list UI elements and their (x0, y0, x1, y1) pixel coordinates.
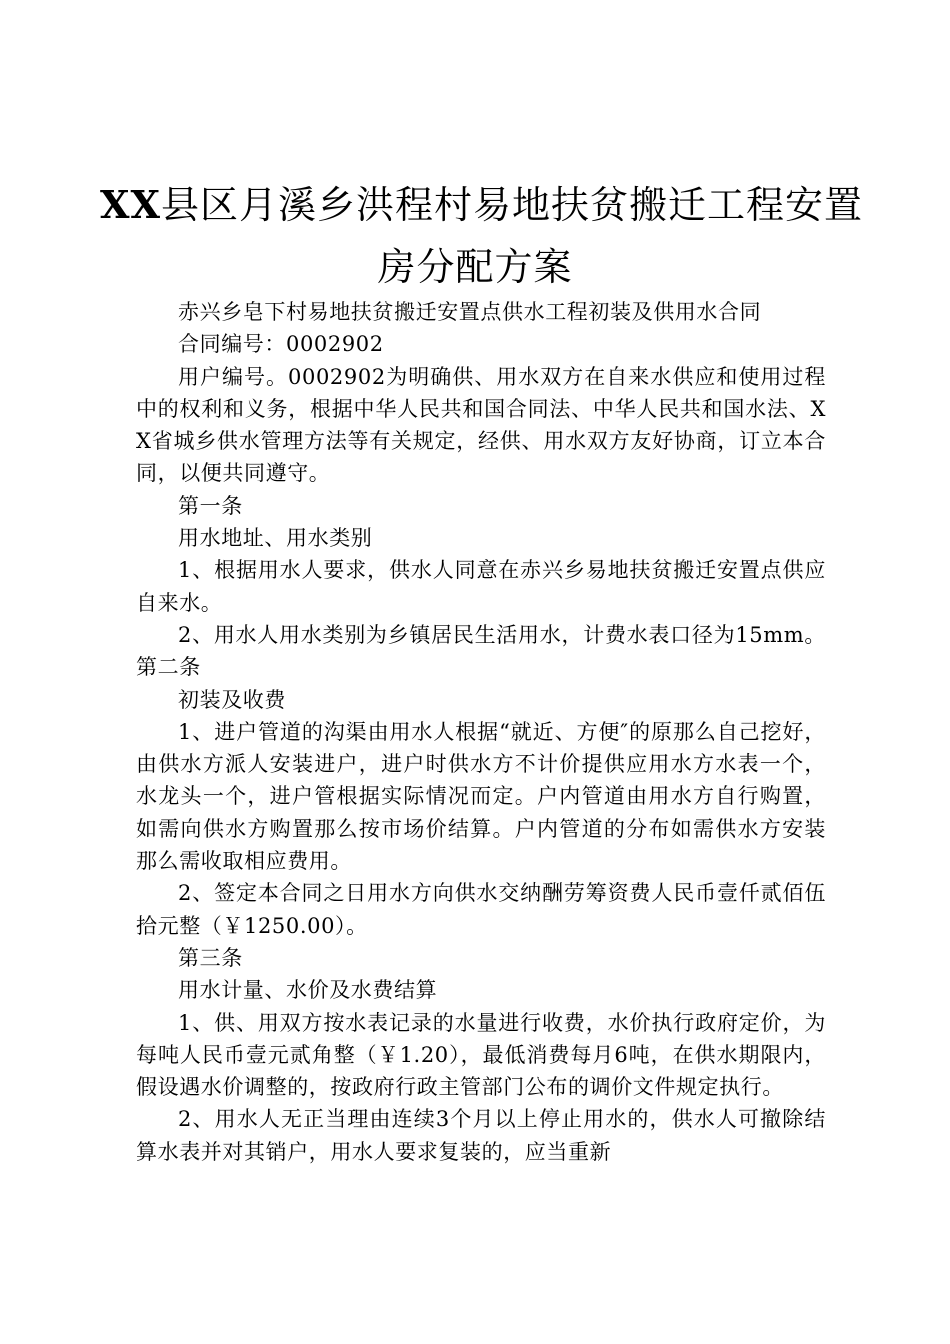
clause-2-1: 1、进户管道的沟渠由用水人根据“就近、方便″的原那么自己挖好，由供水方派人安装进户，进户时供水方不计价提供应用水方水表一个，水龙头一个，进户管根据实际情况而定。户内管道由用水方自行购置，如需向供水方购置那么按市场价结算。户内管道的分布如需供水方安装那么需收取相应费用。 (136, 719, 826, 874)
clause-1-1: 1、根据用水人要求，供水人同意在赤兴乡易地扶贫搬迁安置点供应自来水。 (136, 558, 826, 615)
clause-2-2: 2、签定本合同之日用水方向供水交纳酬劳筹资费人民币壹仟贰佰伍拾元整（￥1250.00）。 (136, 881, 826, 938)
section-subheading-3: 用水计量、水价及水费结算 (178, 978, 438, 1003)
document-title-line-1 (100, 182, 863, 227)
section-heading-3: 第三条 (178, 945, 243, 970)
section-subheading-1: 用水地址、用水类别 (178, 526, 373, 551)
paragraph-user-number: 用户编号。0002902为明确供、用水双方在自来水供应和使用过程中的权利和义务，根据中华人民共和国合同法、中华人民共和国水法、XX省城乡供水管理方法等有关规定，经供、用水双方友好协商，订立本合同，以便共同遵守。 (136, 364, 826, 486)
paragraph-contract-number: 合同编号：0002902 (178, 332, 384, 357)
clause-1-2: 2、用水人用水类别为乡镇居民生活用水，计费水表口径为15mm。第二条 (136, 622, 826, 680)
title-prefix: XX (100, 182, 161, 227)
section-subheading-2: 初装及收费 (178, 687, 286, 712)
clause-3-1: 1、供、用双方按水表记录的水量进行收费，水价执行政府定价，为每吨人民币壹元贰角整（￥1.20），最低消费每月6吨，在供水期限内，假设遇水价调整的，按政府行政主管部门公布的调价文件规定执行。 (136, 1010, 826, 1100)
paragraph-contract-title: 赤兴乡皂下村易地扶贫搬迁安置点供水工程初装及供用水合同 (178, 300, 762, 324)
clause-3-2: 2、用水人无正当理由连续3个月以上停止用水的，供水人可撤除结算水表并对其销户，用水人要求复装的，应当重新 (136, 1107, 826, 1164)
section-heading-1: 第一条 (178, 493, 243, 518)
title-line-1-text: 县区月溪乡洪程村易地扶贫搬迁工程安置 (160, 183, 863, 227)
document-body (136, 296, 826, 1168)
document-title-line-2: 房分配方案 (377, 245, 573, 289)
